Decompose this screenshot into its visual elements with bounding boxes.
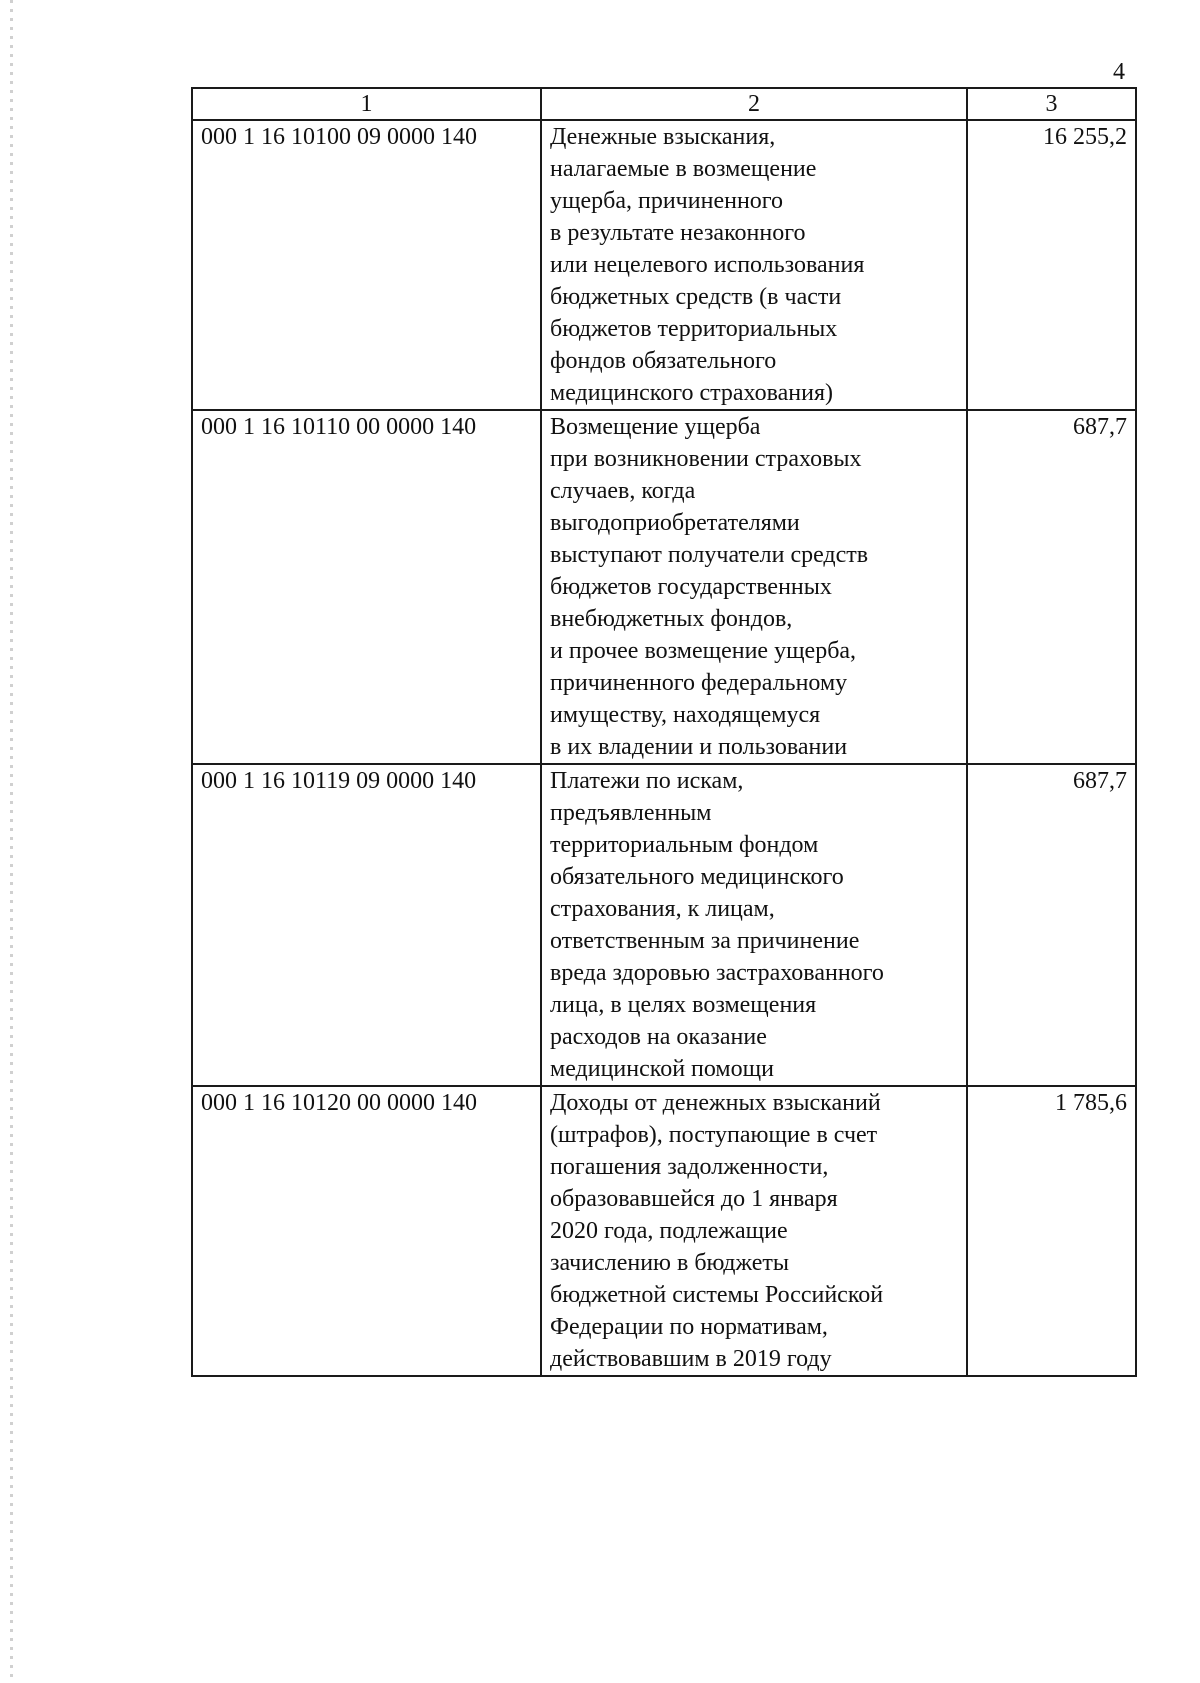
description-line: в их владении и пользовании [550,734,848,760]
table-row [192,1086,1136,1376]
description-line: предъявленным [550,800,712,826]
description-line: или нецелевого использования [550,252,865,278]
description-line: медицинского страхования) [550,380,834,406]
description-line: причиненного федеральному [550,670,848,696]
description-line: зачислению в бюджеты [550,1250,789,1276]
table-row [192,764,1136,1086]
amount-cell: 16 255,2 [967,120,1136,410]
description-line: лица, в целях возмещения [550,992,817,1018]
budget-code-cell: 000 1 16 10120 00 0000 140 [192,1086,541,1376]
description-line: ответственным за причинение [550,928,860,954]
description-line: Возмещение ущерба [550,414,761,440]
description-line: расходов на оказание [550,1024,767,1050]
budget-code-cell: 000 1 16 10100 09 0000 140 [192,120,541,410]
amount-cell: 687,7 [967,410,1136,764]
description-line: в результате незаконного [550,220,806,246]
scan-edge-mark [10,0,13,1683]
description-line: ущерба, причиненного [550,188,784,214]
table-row [192,410,1136,764]
description-line: бюджетных средств (в части [550,284,842,310]
description-line: медицинской помощи [550,1056,774,1082]
budget-code-cell: 000 1 16 10110 00 0000 140 [192,410,541,764]
description-line: при возникновении страховых [550,446,862,472]
description-line: действовавшим в 2019 году [550,1346,832,1372]
description-line: погашения задолженности, [550,1154,829,1180]
description-cell [541,764,967,1086]
description-line: Денежные взыскания, [550,124,776,150]
description-line: обязательного медицинского [550,864,844,890]
description-line: и прочее возмещение ущерба, [550,638,857,664]
description-line: Доходы от денежных взысканий [550,1090,881,1116]
budget-revenue-table [191,87,1137,1377]
budget-code-cell: 000 1 16 10119 09 0000 140 [192,764,541,1086]
header-row [192,88,1136,120]
description-line: территориальным фондом [550,832,819,858]
description-line: страхования, к лицам, [550,896,775,922]
column-header-amount: 3 [967,88,1136,120]
page-number: 4 [1113,59,1125,85]
description-cell [541,410,967,764]
description-line: 2020 года, подлежащие [550,1218,788,1244]
description-line: вреда здоровью застрахованного [550,960,884,986]
description-line: случаев, когда [550,478,696,504]
description-cell [541,1086,967,1376]
amount-cell: 1 785,6 [967,1086,1136,1376]
column-header-code: 1 [192,88,541,120]
description-line: Платежи по искам, [550,768,744,794]
description-line: образовавшейся до 1 января [550,1186,838,1212]
description-line: выгодоприобретателями [550,510,800,536]
table-body [192,120,1136,1376]
description-line: бюджетной системы Российской [550,1282,884,1308]
description-line: бюджетов территориальных [550,316,838,342]
description-cell [541,120,967,410]
description-line: (штрафов), поступающие в счет [550,1122,878,1148]
description-line: налагаемые в возмещение [550,156,817,182]
description-line: Федерации по нормативам, [550,1314,828,1340]
description-line: имуществу, находящемуся [550,702,821,728]
description-line: внебюджетных фондов, [550,606,793,632]
description-line: выступают получатели средств [550,542,869,568]
description-line: фондов обязательного [550,348,777,374]
column-header-description: 2 [541,88,967,120]
amount-cell: 687,7 [967,764,1136,1086]
table-row [192,120,1136,410]
description-line: бюджетов государственных [550,574,832,600]
